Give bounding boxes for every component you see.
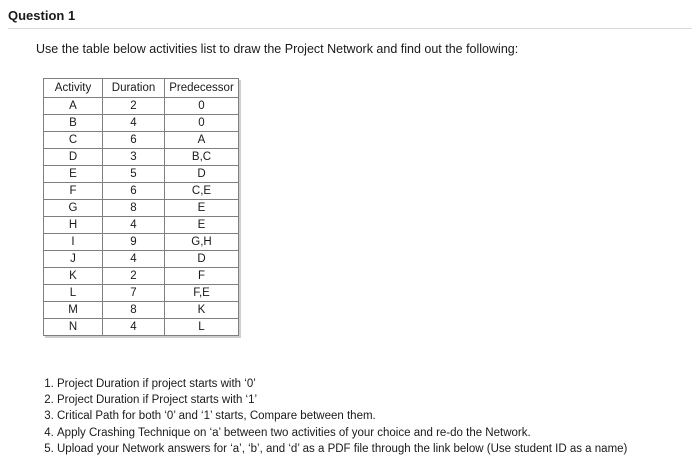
question-header (8, 4, 692, 29)
predecessor-cell: 0 (165, 115, 239, 132)
question-title: Question 1 (8, 8, 76, 23)
activity-cell: H (44, 217, 103, 234)
duration-cell: 2 (103, 98, 165, 115)
question-list (39, 376, 700, 457)
duration-cell: 4 (103, 115, 165, 132)
predecessor-cell: A (165, 132, 239, 149)
table-row (44, 234, 239, 251)
duration-cell: 6 (103, 132, 165, 149)
duration-cell: 3 (103, 149, 165, 166)
question-item: 5. Upload your Network answers for ‘a’, ‘b’, and ‘d’ as a PDF file through the link below (Use student ID as a name) (57, 441, 700, 457)
duration-cell: 5 (103, 166, 165, 183)
duration-cell: 4 (103, 217, 165, 234)
activity-cell: C (44, 132, 103, 149)
predecessor-cell: F (165, 268, 239, 285)
activity-cell: D (44, 149, 103, 166)
table-row (44, 302, 239, 319)
duration-cell: 6 (103, 183, 165, 200)
table-row (44, 200, 239, 217)
table-row (44, 217, 239, 234)
activity-cell: A (44, 98, 103, 115)
predecessor-cell: 0 (165, 98, 239, 115)
table-row (44, 166, 239, 183)
question-item: 4. Apply Crashing Technique on ‘a’ between two activities of your choice and re-do the Network. (57, 425, 700, 441)
question-item: 3. Critical Path for both ‘0’ and ‘1’ starts, Compare between them. (57, 408, 700, 424)
table-row (44, 183, 239, 200)
duration-cell: 8 (103, 200, 165, 217)
predecessor-cell: L (165, 319, 239, 336)
question-item: 1. Project Duration if project starts with ‘0’ (57, 376, 700, 392)
duration-cell: 7 (103, 285, 165, 302)
predecessor-cell: E (165, 217, 239, 234)
predecessor-cell: G,H (165, 234, 239, 251)
table-row (44, 285, 239, 302)
activity-cell: N (44, 319, 103, 336)
table-header-row (44, 79, 239, 98)
predecessor-cell: B,C (165, 149, 239, 166)
duration-cell: 9 (103, 234, 165, 251)
predecessor-cell: D (165, 251, 239, 268)
duration-cell: 4 (103, 319, 165, 336)
table-row (44, 115, 239, 132)
activity-cell: K (44, 268, 103, 285)
activity-cell: F (44, 183, 103, 200)
predecessor-cell: F,E (165, 285, 239, 302)
activity-cell: J (44, 251, 103, 268)
activity-cell: M (44, 302, 103, 319)
activity-cell: I (44, 234, 103, 251)
table-row (44, 268, 239, 285)
table-row (44, 98, 239, 115)
table-row (44, 251, 239, 268)
predecessor-cell: C,E (165, 183, 239, 200)
duration-cell: 4 (103, 251, 165, 268)
column-header-predecessor: Predecessor (165, 79, 239, 98)
table-row (44, 132, 239, 149)
predecessor-cell: D (165, 166, 239, 183)
activity-cell: E (44, 166, 103, 183)
activity-cell: G (44, 200, 103, 217)
column-header-duration: Duration (103, 79, 165, 98)
duration-cell: 8 (103, 302, 165, 319)
table-row (44, 319, 239, 336)
predecessor-cell: K (165, 302, 239, 319)
question-item: 2. Project Duration if Project starts with ‘1’ (57, 392, 700, 408)
duration-cell: 2 (103, 268, 165, 285)
activity-cell: L (44, 285, 103, 302)
predecessor-cell: E (165, 200, 239, 217)
activity-cell: B (44, 115, 103, 132)
activities-table (43, 78, 239, 336)
instruction-text: Use the table below activities list to draw the Project Network and find out the following: (36, 42, 519, 56)
column-header-activity: Activity (44, 79, 103, 98)
table-row (44, 149, 239, 166)
